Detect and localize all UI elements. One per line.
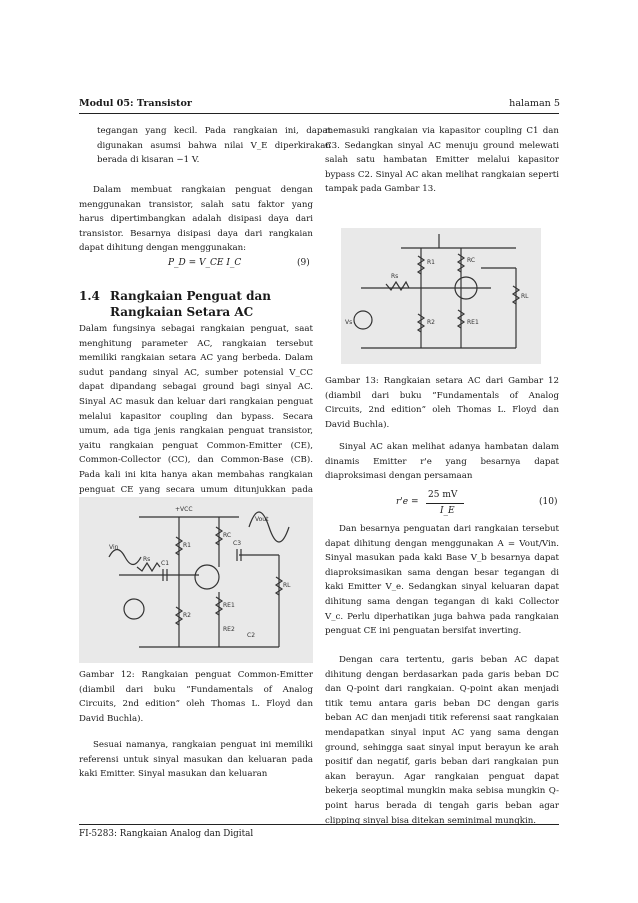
- equation-10-denominator: I_E: [440, 506, 455, 516]
- svg-text:C3: C3: [233, 540, 242, 547]
- svg-text:RC: RC: [223, 532, 232, 539]
- figure-13-image: [341, 228, 541, 364]
- svg-text:C2: C2: [247, 632, 256, 639]
- svg-text:RL: RL: [521, 293, 529, 300]
- svg-text:R1: R1: [183, 542, 191, 549]
- equation-10-lhs: r'e =: [396, 497, 419, 507]
- svg-text:RL: RL: [283, 582, 291, 589]
- svg-text:RC: RC: [467, 257, 476, 264]
- svg-text:Rs: Rs: [391, 273, 399, 280]
- running-header-title: Modul 05: Transistor: [79, 98, 192, 109]
- page-number: halaman 5: [509, 98, 560, 109]
- section-number: 1.4: [79, 289, 100, 303]
- figure-12-image: [79, 497, 313, 663]
- svg-text:RE1: RE1: [467, 319, 479, 326]
- svg-text:Rs: Rs: [143, 556, 151, 563]
- svg-text:+VCC: +VCC: [175, 506, 193, 513]
- para-gain: Dan besarnya penguatan dari rangkaian tersebut dapat dihitung dengan menggunakan A = Vout/Vin. Sinyal masukan pada kaki Base V_b besarnya dapat diaproksimasikan sama dengan besar tegangan di kaki Emitter V_e. Sedangkan sinyal keluaran dapat dihitung sama dengan tegangan di kaki Collector V_c. Perlu diperhatikan juga bahwa pada rangkaian penguat CE ini penguatan bersifat inverting.: [325, 524, 559, 637]
- para-dissipation: Dalam membuat rangkaian penguat dengan menggunakan transistor, salah satu faktor yang harus dipertimbangkan adalah disipasi daya dari transistor. Besarnya disipasi daya dari rangkaian dapat dihitung dengan menggunakan:: [79, 185, 313, 254]
- figure-12-caption: Gambar 12: Rangkaian penguat Common-Emitter (diambil dari buku ”Fundamentals of Analog Circuits, 2nd edition” oleh Thomas L. Floyd dan David Buchla).: [79, 670, 313, 724]
- footer-rule: [79, 824, 559, 825]
- header-rule: [79, 113, 559, 114]
- equation-10-fraction-bar: [426, 503, 464, 504]
- figure-12-schematic: [79, 497, 313, 663]
- svg-text:R2: R2: [183, 612, 191, 619]
- svg-text:Vout: Vout: [255, 516, 269, 523]
- svg-text:R2: R2: [427, 319, 435, 326]
- para-emitter: Sesuai namanya, rangkaian penguat ini memiliki referensi untuk sinyal masukan dan keluaran pada kaki Emitter. Sinyal masukan dan keluaran: [79, 740, 313, 780]
- equation-9: P_D = V_CE I_C: [168, 258, 242, 268]
- equation-10-number: (10): [539, 497, 558, 507]
- equation-9-number: (9): [297, 258, 310, 268]
- svg-text:RE2: RE2: [223, 626, 235, 633]
- para-load-line: Dengan cara tertentu, garis beban AC dapat dihitung dengan berdasarkan pada garis beban DC dan Q-point dari rangkaian. Q-point akan menjadi titik temu antara garis beban DC dengan garis beban AC dan menjadi titik referensi saat rangkaian mendapatkan sinyal input AC yang sama dengan ground, sehingga saat sinyal input berayun ke arah positif dan negatif, garis beban dari rangkaian pun akan berayun. Agar rangkaian penguat dapat bekerja seoptimal mungkin maka sebisa mungkin Q-point harus berada di tengah garis beban agar clipping sinyal bisa ditekan seminimal mungkin.: [325, 655, 559, 826]
- svg-text:RE1: RE1: [223, 602, 235, 609]
- svg-text:Vs: Vs: [345, 319, 353, 326]
- para-ac-equivalent: Dalam fungsinya sebagai rangkaian penguat, saat menghitung parameter AC, rangkaian tersebut memiliki rangkaian setara AC yang berbeda. Dalam sudut pandang sinyal AC, sumber potensial V_CC dapat dipandang sebagai ground bagi sinyal AC. Sinyal AC masuk dan keluar dari rangkaian penguat melalui kapasitor coupling dan bypass. Secara umum, ada tiga jenis rangkaian penguat transistor, yaitu rangkaian penguat Common-Emitter (CE), Common-Collector (CC), dan Common-Base (CB). Pada kali ini kita hanya akan membahas rangkaian penguat CE yang secara umum ditunjukkan pada: [79, 324, 313, 495]
- para-coupling: memasuki rangkaian via kapasitor coupling C1 dan C3. Sedangkan sinyal AC menuju ground melewati salah satu hambatan Emitter melalui kapasitor bypass C2. Sinyal AC akan melihat rangkaian seperti tampak pada Gambar 13.: [325, 126, 559, 195]
- svg-text:R1: R1: [427, 259, 435, 266]
- section-title: Rangkaian Penguat dan Rangkaian Setara AC: [110, 289, 272, 319]
- figure-13-caption: Gambar 13: Rangkaian setara AC dari Gambar 12 (diambil dari buku ”Fundamentals of Analog Circuits, 2nd edition” oleh Thomas L. Floyd dan David Buchla).: [325, 376, 559, 430]
- para-dynamic-resistance: Sinyal AC akan melihat adanya hambatan dalam dinamis Emitter r'e yang besarnya dapat diaproksimasi dengan persamaan: [325, 442, 559, 482]
- footer-course-title: FI-5283: Rangkaian Analog dan Digital: [79, 829, 254, 839]
- intro-continuation: tegangan yang kecil. Pada rangkaian ini, dapat digunakan asumsi bahwa nilai V_E diperkirakan berada di kisaran −1 V.: [97, 126, 331, 166]
- svg-text:Vin: Vin: [109, 544, 119, 551]
- equation-10-numerator: 25 mV: [428, 490, 458, 500]
- svg-text:C1: C1: [161, 560, 170, 567]
- figure-13-schematic: [341, 228, 541, 364]
